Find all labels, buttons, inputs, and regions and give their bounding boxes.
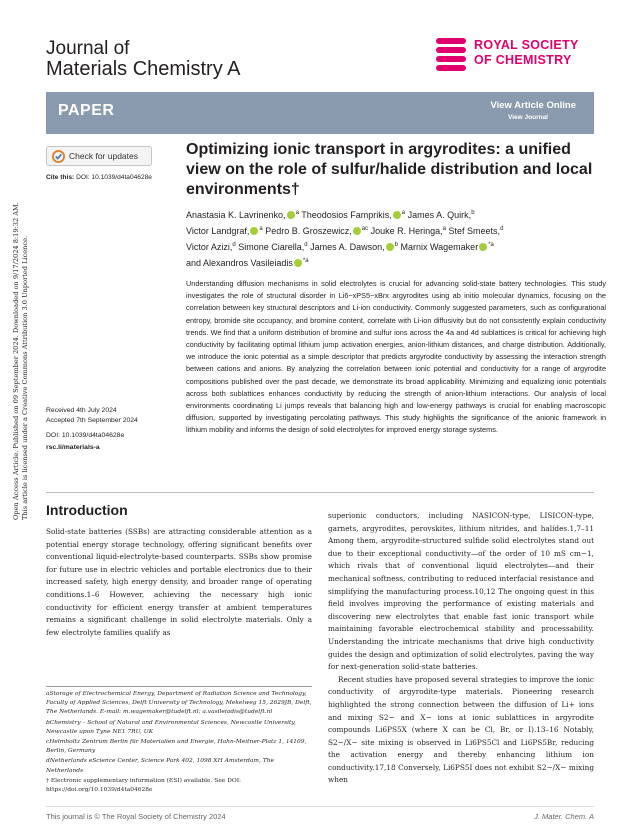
orcid-icon[interactable] <box>294 259 302 267</box>
intro-paragraph-1: Solid-state batteries (SSBs) are attracting considerable attention as a potential energy storage technology, offering significant benefits over conventional liquid-electrolyte-based counterparts. SSBs show promise for future use in electric vehicles and portable electronics due to their increased safety, high energy density, and broader range of operating conditions.1–6 However, achieving the necessary high ionic conductivity for efficient energy transfer at ambient temperatures remains a significant challenge in solid electrolyte materials. Only a few electrolyte families qualify as <box>46 527 312 637</box>
author-list <box>186 206 606 270</box>
author[interactable]: Victor Landgraf, $^a$ <box>186 226 263 236</box>
check-updates-icon <box>52 150 65 163</box>
author[interactable]: James A. Dawson, $^b$ <box>310 242 398 252</box>
author[interactable]: Simone Ciarella,$^d$ <box>238 242 308 252</box>
article-type-label: PAPER <box>58 102 115 119</box>
orcid-icon[interactable] <box>250 227 258 235</box>
cite-this <box>46 174 152 181</box>
abstract: Understanding diffusion mechanisms in solid electrolytes is crucial for advancing solid-state battery technologies. This study investigates the role of structural disorder in Li6−xPS5−xBrx argyrodites using ab initio molecular dynamics, focusing on the correlation between key structural descriptors and Li-ion conductivity. Commonly suggested parameters, such as configurational entropy, bromide site occupancy, and bromine content, correlate with Li-ion diffusivity but do not consistently explain conductivity trends. We find that a uniform distribution of bromine and sulfur ions across the 4a and 4d sublattices is critical for achieving high conductivity by facilitating optimal lithium jump activation energies, anion-lithium distances, and charge distribution. Additionally, we introduce the ionic potential as a simple descriptor that predicts argyrodite conductivity by assessing the interaction strength between cations and anions. By analyzing the correlation between ionic potential and conductivity for a range of argyrodite compositions published over the past decade, we demonstrate its broad applicability. Minimizing and equalizing ionic potentials across both sublattices enhances conductivity by reducing the strength of anion-lithium interactions. Our analysis of local environments coordinating Li jumps reveals that balancing high and low-energy pathways is crucial for enabling macroscopic diffusion, supported by investigating percolating pathways. This study highlights the significance of the anionic framework in lithium mobility and informs the design of solid electrolytes for improved energy storage systems. <box>186 279 606 435</box>
affiliation-c: cHelmholtz Zentrum Berlin für Materialien und Energie, Hahn-Meitner-Platz 1, 14109, Berlin, Germany <box>46 739 307 755</box>
author[interactable]: Pedro B. Groszewicz, $^{ac}$ <box>265 226 369 236</box>
open-access-line1[interactable]: Open Access Article. Published on 09 September 2024. Downloaded on 9/17/2024 8:19:32 AM. <box>12 202 20 520</box>
journal-site-link[interactable]: rsc.li/materials-a <box>46 444 100 451</box>
view-article-online-link[interactable]: View Article Online <box>490 100 576 111</box>
left-column <box>46 526 312 639</box>
orcid-icon[interactable] <box>386 243 394 251</box>
author[interactable]: Marnix Wagemaker $^{*a}$ <box>400 242 494 252</box>
intro-paragraph-2: superionic conductors, including NASICON-type, LISICON-type, garnets, argyrodites, perovskites, lithium nitrides, and halides.1,7–11 Among them, argyrodite-structured sulfide solid electrolytes stand out due to their exceptional conductivity—of the order of 10 mS cm−1, which rivals that of conventional liquid electrolytes—and their mechanical softness, contributing to reduced interfacial resistance and simplifying the manufacturing process.10,12 The ongoing quest in this field involves improving the performance of existing materials and discovering new electrolytes that enable fast ionic transport while maintaining favorable electrochemical stability and processability. Understanding the intricate mechanisms that drive high conductivity guides the design and optimization of solid electrolytes, paving the way for next-generation solid-state batteries. <box>328 511 594 672</box>
orcid-icon[interactable] <box>479 243 487 251</box>
orcid-icon[interactable] <box>393 211 401 219</box>
right-column <box>328 510 594 787</box>
journal-title-line2: Materials Chemistry A <box>46 58 241 80</box>
author[interactable]: Jouke R. Heringa,$^a$ <box>370 226 447 236</box>
cite-doi[interactable]: DOI: 10.1039/d4ta04628e <box>76 174 152 181</box>
author[interactable]: and Alexandros Vasileiadis $^{*a}$ <box>186 258 309 268</box>
orcid-icon[interactable] <box>287 211 295 219</box>
introduction-heading: Introduction <box>46 502 128 518</box>
intro-paragraph-3: Recent studies have proposed several strategies to improve the ionic conductivity of argyrodite-type materials. Pioneering research highlighted the strong connection between the diffusion of Li+ ions and mixing S2− and X− ions at ionic sublattices in argyrodite compounds Li6PS5X (where X can be Cl, Br, or I).13–16 Notably, S2−/X− site mixing is observed in Li6PS5Cl and Li6PS5Br, reducing the activation energy and thereby enhancing lithium ion conductivity.17,18 Conversely, Li6PS5I does not exhibit S2−/X− mixing when <box>328 674 594 785</box>
received-date: Received 4th July 2024 <box>46 407 117 414</box>
affiliation-notes <box>46 690 312 796</box>
author[interactable]: Anastasia K. Lavrinenko, $^a$ <box>186 210 299 220</box>
author[interactable]: Stef Smeets,$^d$ <box>448 226 504 236</box>
affiliation-b: bChemistry – School of Natural and Environmental Sciences, Newcastle University, Newcastle upon Tyne NE1 7RU, UK <box>46 719 296 735</box>
check-for-updates-button[interactable] <box>46 146 152 166</box>
article-doi[interactable]: DOI: 10.1039/d4ta04628e <box>46 432 125 439</box>
orcid-icon[interactable] <box>353 227 361 235</box>
affiliation-a: aStorage of Electrochemical Energy, Department of Radiation Science and Technology, Faculty of Applied Sciences, Delft University of Technology, Mekelweg 15, 2629JB, Delft, The Netherlands. E-mail: m.wagemaker@tudelft.nl; a.vasileiadis@tudelft.nl <box>46 691 312 716</box>
publisher-line2: OF CHEMISTRY <box>474 53 572 67</box>
section-divider <box>46 492 594 493</box>
footer-divider <box>46 806 594 807</box>
publisher-name <box>474 38 579 68</box>
copyright-footer: This journal is © The Royal Society of Chemistry 2024 <box>46 812 226 821</box>
author[interactable]: Theodosios Famprikis, $^a$ <box>301 210 406 220</box>
footnote-divider <box>46 686 312 687</box>
article-title: Optimizing ionic transport in argyrodites: a unified view on the role of sulfur/halide distribution and local environments† <box>186 141 593 198</box>
journal-abbrev-footer: J. Mater. Chem. A <box>534 812 594 821</box>
author[interactable]: Victor Azizi,$^d$ <box>186 242 236 252</box>
journal-title <box>46 38 241 80</box>
licence-line[interactable]: This article is licensed under a Creative Commons Attribution 3.0 Unported Licence. <box>21 235 29 520</box>
open-access-notice <box>12 202 30 520</box>
doi-block <box>46 430 124 454</box>
journal-title-line1: Journal of <box>46 38 130 59</box>
accepted-date: Accepted 7th September 2024 <box>46 417 138 424</box>
publisher-line1: ROYAL SOCIETY <box>474 38 579 52</box>
view-journal-link[interactable]: View Journal <box>508 114 548 121</box>
affiliation-d: dNetherlands eScience Center, Science Park 402, 1098 XH Amsterdam, The Netherlands <box>46 758 274 774</box>
rsc-logo-icon <box>436 38 466 72</box>
esi-note[interactable]: † Electronic supplementary information (ESI) available. See DOI: https://doi.org/10.1039/d4ta04628e <box>46 777 242 794</box>
publisher-logo[interactable] <box>436 34 606 74</box>
cite-prefix: Cite this: <box>46 174 75 181</box>
article-history <box>46 406 138 426</box>
author[interactable]: James A. Quirk,$^b$ <box>407 210 475 220</box>
article-type-banner <box>46 92 594 134</box>
check-for-updates-label: Check for updates <box>69 151 138 161</box>
